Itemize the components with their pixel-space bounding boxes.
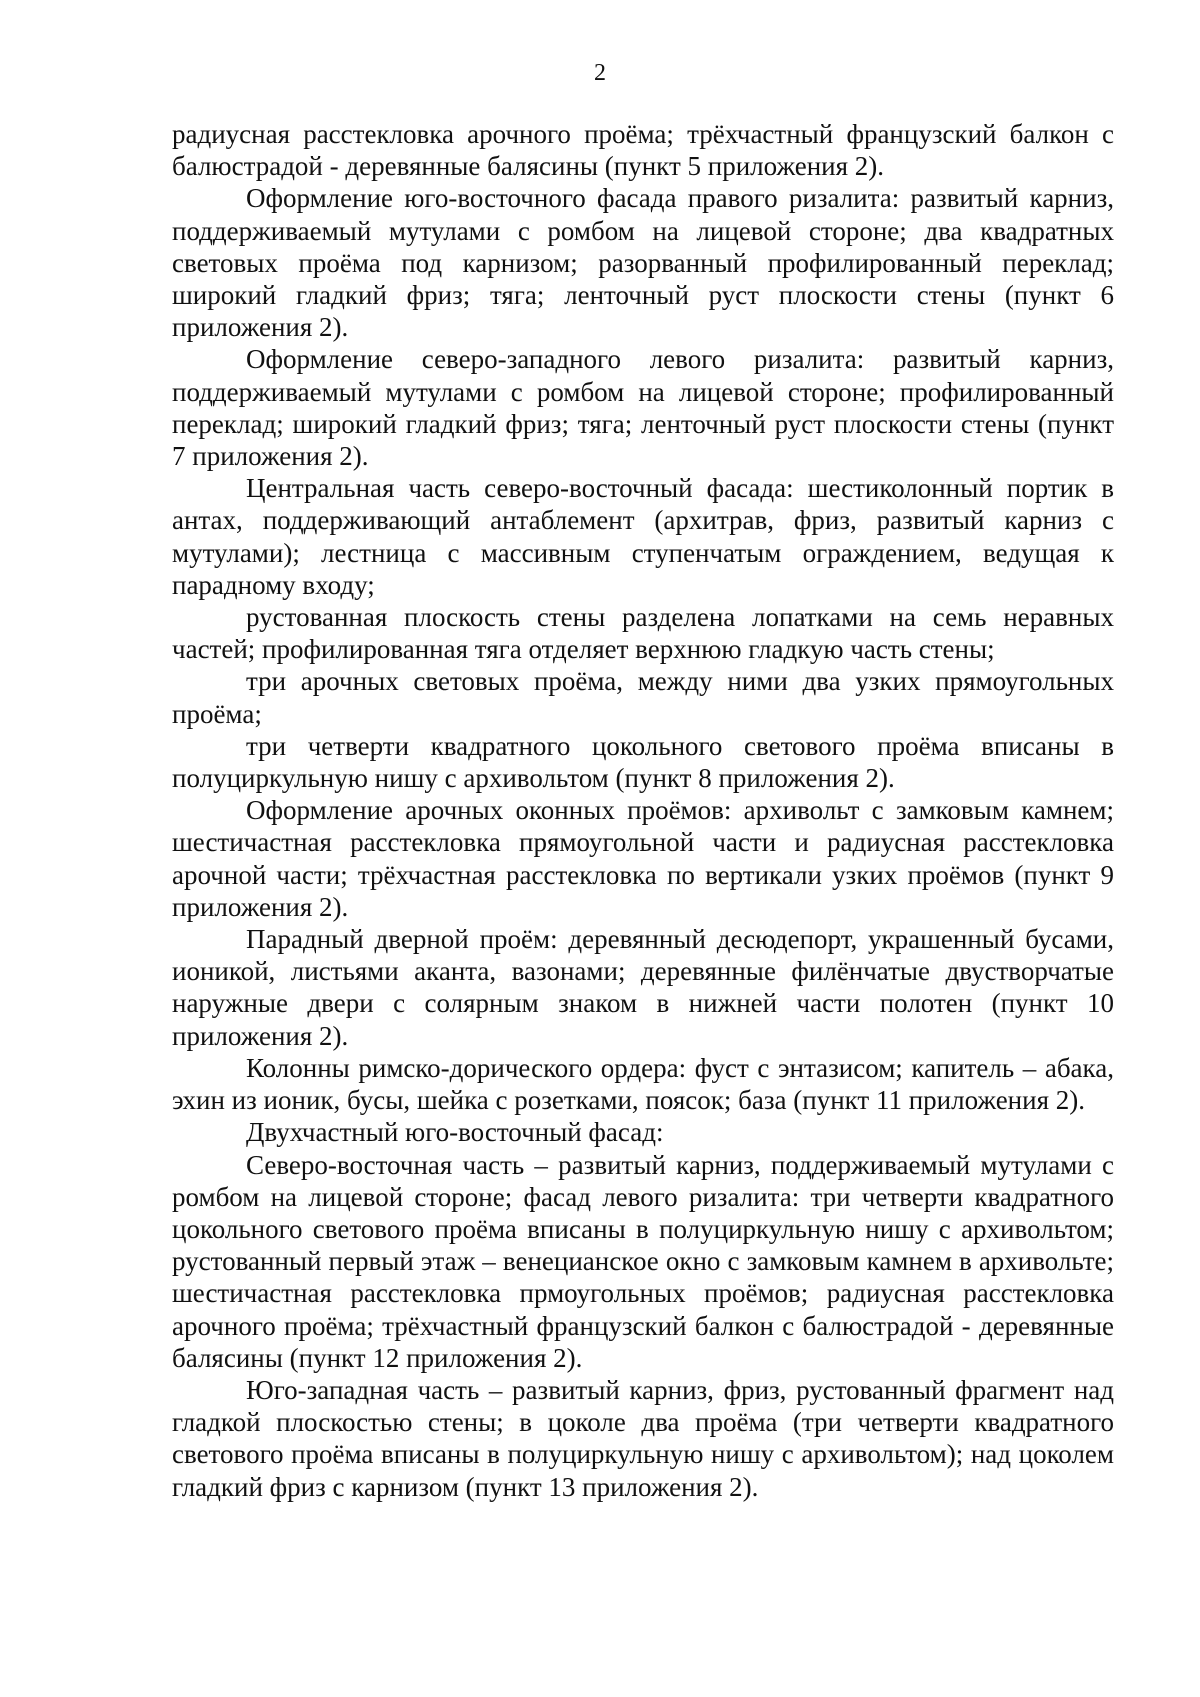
document-body (172, 118, 1114, 1503)
paragraph-two-part-facade: Двухчастный юго-восточный фасад: (246, 1117, 664, 1148)
paragraph-southwest-part: Юго-западная часть – развитый карниз, фриз, рустованный фрагмент над гладкой плоскостью стены; в цоколе два проёма (три четверти квадратного светового проёма вписаны в полуциркульную нишу с архивольтом); над цоколем гладкий фриз с карнизом (пункт 13 приложения 2). (172, 1374, 1114, 1502)
paragraph-northeast-part: Северо-восточная часть – развитый карниз, поддерживаемый мутулами с ромбом на лицевой стороне; фасад левого ризалита: три четверти квадратного цокольного светового проёма вписаны в полуциркульную нишу с архивольтом; рустованный первый этаж – венецианское окно с замковым камнем в архивольте; шестичастная расстекловка прмоугольных проёмов; радиусная расстекловка арочного проёма; трёхчастный французский балкон с балюстрадой - деревянные балясины (пункт 12 приложения 2). (172, 1149, 1114, 1373)
paragraph-arched-windows: Оформление арочных оконных проёмов: архивольт с замковым камнем; шестичастная расстекловка прямоугольной части и радиусная расстекловка арочной части; трёхчастная расстекловка по вертикали узких проёмов (пункт 9 приложения 2). (172, 795, 1114, 922)
page-number: 2 (594, 60, 606, 86)
paragraph-main-door: Парадный дверной проём: деревянный десюдепорт, украшенный бусами, ионикой, листьями аканта, вазонами; деревянные филёнчатые двустворчатые наружные двери с солярным знаком в нижней части полотен (пункт 10 приложения 2). (172, 924, 1114, 1051)
paragraph-southeast-right-risalit: Оформление юго-восточного фасада правого ризалита: развитый карниз, поддерживаемый мутулами с ромбом на лицевой стороне; два квадратных световых проёма под карнизом; разорванный профилированный переклад; широкий гладкий фриз; тяга; ленточный руст плоскости стены (пункт 6 приложения 2). (172, 183, 1114, 343)
paragraph-arched-openings: три арочных световых проёма, между ними два узких прямоугольных проёма; (172, 666, 1114, 729)
paragraph-northwest-left-risalit: Оформление северо-западного левого ризалита: развитый карниз, поддерживаемый мутулами с ромбом на лицевой стороне; профилированный переклад; широкий гладкий фриз; тяга; ленточный руст плоскости стены (пункт 7 приложения 2). (172, 344, 1114, 472)
paragraph-basement-opening: три четверти квадратного цокольного светового проёма вписаны в полуциркульную нишу с архивольтом (пункт 8 приложения 2). (172, 730, 1114, 794)
paragraph-rusticated-wall: рустованная плоскость стены разделена лопатками на семь неравных частей; профилированная тяга отделяет верхнюю гладкую часть стены; (172, 602, 1114, 665)
paragraph-central-portico: Центральная часть северо-восточный фасада: шестиколонный портик в антах, поддерживающий антаблемент (архитрав, фриз, развитый карниз с мутулами); лестница с массивным ступенчатым ограждением, ведущая к парадному входу; (172, 473, 1114, 600)
paragraph-balcony-continuation: радиусная расстекловка арочного проёма; трёхчастный французский балкон с балюстрадой - деревянные балясины (пункт 5 приложения 2). (172, 119, 1114, 182)
paragraph-doric-columns: Колонны римско-дорического ордера: фуст с энтазисом; капитель – абака, эхин из ионик, бусы, шейка с розетками, поясок; база (пункт 11 приложения 2). (172, 1052, 1114, 1116)
